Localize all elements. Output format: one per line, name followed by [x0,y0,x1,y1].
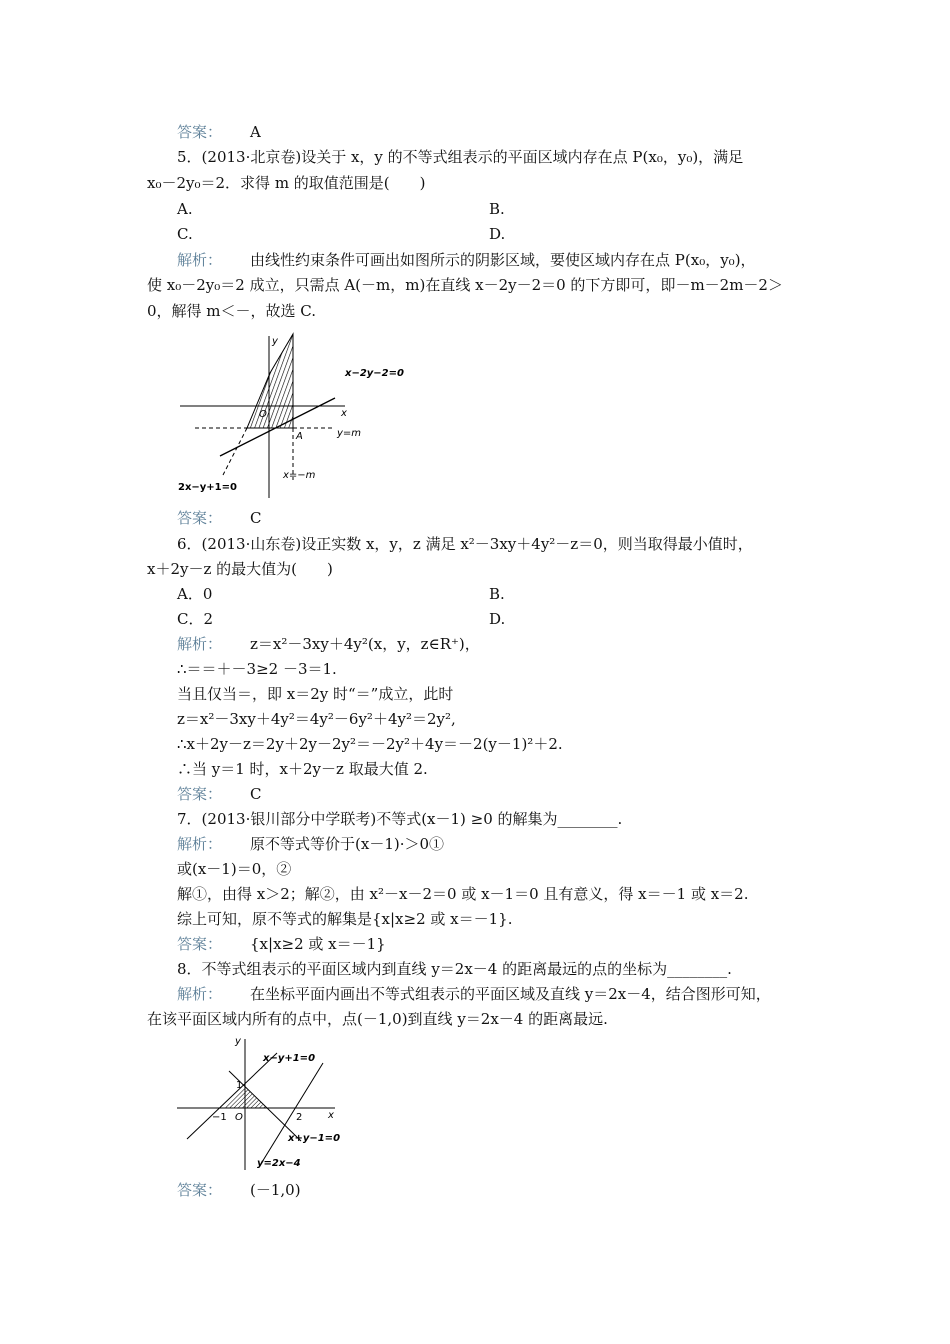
q8-tick-2: 2 [296,1112,303,1123]
q8-tick-neg1: −1 [212,1112,227,1123]
analysis-label: 解析： [177,251,223,269]
q8-analysis-line2: 在该平面区域内所有的点中，点(－1,0)到直线 y＝2x－4 的距离最远. [147,1010,608,1028]
q7-answer: {x|x≥2 或 x＝－1} [250,935,386,953]
q8-tick-1: 1 [236,1080,243,1091]
q6-analysis-line2: ∴＝＝＋－3≥2 －3＝1. [177,660,337,678]
q5-shaded-region [247,334,293,428]
q5-analysis-line1 [177,250,756,270]
q5-answer: C [250,509,262,527]
q8-line2-label: x+y−1=0 [288,1133,341,1144]
q7-analysis-line2: 或(x－1)＝0，② [177,860,292,878]
q6-analysis-line4: z＝x²－3xy＋4y²＝4y²－6y²＋4y²＝2y², [177,710,456,728]
q5-y-label: y [272,336,278,347]
q8-figure [175,1035,350,1175]
q5-origin-label: O [259,409,267,420]
q7-analysis-line1 [177,834,444,854]
q8-line3-label: y=2x−4 [257,1158,301,1169]
q7-analysis-line4: 综上可知，原不等式的解集是{x|x≥2 或 x＝－1}. [177,910,513,928]
q5-option-d: D. [489,225,506,243]
q8-line1-label: x−y+1=0 [263,1053,316,1064]
q6-analysis-line6: ∴当 y＝1 时，x＋2y－z 取最大值 2. [177,760,428,778]
q5-answer-line [177,508,262,528]
q5-figure [175,330,415,500]
answer-label: 答案： [177,1181,223,1199]
q7-answer-line [177,934,386,954]
q8-analysis-text1: 在坐标平面内画出不等式组表示的平面区域及直线 y＝2x－4，结合图形可知， [250,985,771,1003]
q7-stem: 7．(2013·银川部分中学联考)不等式(x－1) ≥0 的解集为________. [177,810,623,828]
q5-stem-line1: 5．(2013·北京卷)设关于 x，y 的不等式组表示的平面区域内存在点 P(x₀，y₀)，满足 [177,148,744,166]
answer-label: 答案： [177,785,223,803]
q5-analysis-line2: 使 x₀－2y₀＝2 成立，只需点 A(－m，m)在直线 x－2y－2＝0 的下方即可，即－m－2m－2＞ [147,276,783,294]
q4-answer-line [177,122,261,142]
q6-answer: C [250,785,262,803]
analysis-label: 解析： [177,985,223,1003]
q8-origin-label: O [235,1112,243,1123]
q8-line-x-y-1 [187,1053,277,1139]
q6-option-d: D. [489,610,506,628]
q8-y-label: y [235,1036,241,1047]
q8-stem: 8．不等式组表示的平面区域内到直线 y＝2x－4 的距离最远的点的坐标为________. [177,960,732,978]
q8-line-y-2x-4 [259,1063,323,1167]
q5-line-2x-y-1-dashed [223,428,247,475]
q7-analysis-line3: 解①，由得 x＞2；解②，由 x²－x－2＝0 或 x－1＝0 且有意义，得 x＝－1 或 x＝2. [177,885,749,903]
answer-label: 答案： [177,509,223,527]
q8-answer-line [177,1180,301,1200]
q5-line2-label: y=m [337,428,362,439]
q6-stem-line2: x＋2y－z 的最大值为( ) [147,560,333,578]
q6-analysis-line5: ∴x＋2y－z＝2y＋2y－2y²＝－2y²＋4y＝－2(y－1)²＋2. [177,735,563,753]
q8-analysis-line1 [177,984,771,1004]
q5-line3-label: x=−m [283,470,316,481]
q6-option-a: A．0 [177,585,213,603]
analysis-label: 解析： [177,635,223,653]
q8-answer: (－1,0) [250,1181,301,1199]
analysis-label: 解析： [177,835,223,853]
q6-answer-line [177,784,262,804]
q5-option-b: B. [489,200,505,218]
q5-option-c: C. [177,225,193,243]
q6-option-c: C．2 [177,610,214,628]
q5-analysis-text1: 由线性约束条件可画出如图所示的阴影区域，要使区域内存在点 P(x₀，y₀)， [250,251,756,269]
q6-option-b: B. [489,585,505,603]
q5-option-a: A. [177,200,193,218]
q6-analysis-text1: z＝x²－3xy＋4y²(x，y，z∈R⁺)， [250,635,480,653]
answer-label: 答案： [177,123,223,141]
answer-label: 答案： [177,935,223,953]
q7-analysis-text1: 原不等式等价于(x－1)·＞0① [250,835,445,853]
q5-line1-label: x−2y−2=0 [345,368,404,379]
q4-answer: A [250,123,261,141]
q5-point-a-label: A [296,431,303,442]
q8-x-label: x [328,1110,334,1121]
q6-analysis-line3: 当且仅当＝，即 x＝2y 时“＝”成立，此时 [177,685,454,703]
q6-analysis-line1 [177,634,480,654]
q5-line4-label: 2x−y+1=0 [178,482,237,493]
q5-stem-line2: x₀－2y₀＝2．求得 m 的取值范围是( ) [147,174,426,192]
q5-x-label: x [341,408,347,419]
q5-analysis-line3: 0，解得 m＜－，故选 C. [147,302,317,320]
q6-stem-line1: 6．(2013·山东卷)设正实数 x，y，z 满足 x²－3xy＋4y²－z＝0，则当取得最小值时， [177,535,753,553]
